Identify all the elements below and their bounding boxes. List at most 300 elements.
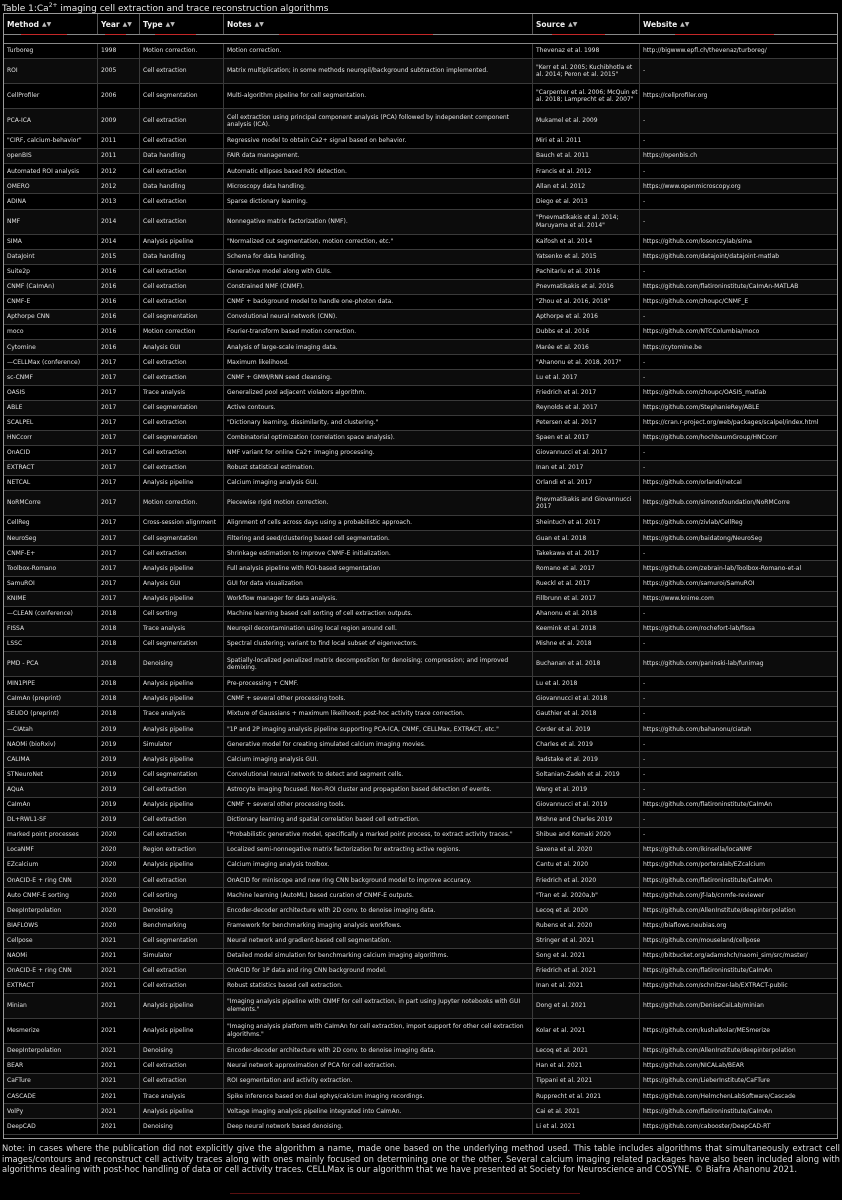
cell-source: Guan et al. 2018 [533, 531, 640, 545]
cell-notes: Calcium imaging analysis GUI. [224, 476, 533, 490]
cell-source: Yatsenko et al. 2015 [533, 250, 640, 264]
cell-year: 2018 [98, 622, 140, 636]
cell-year: 2019 [98, 752, 140, 766]
cell-method: Toolbox-Romano [4, 561, 98, 575]
cell-year: 2016 [98, 310, 140, 324]
cell-notes: Maximum likelihood. [224, 355, 533, 369]
table-row [4, 677, 837, 692]
cell-website[interactable]: https://github.com/porteralab/EZcalcium [643, 861, 765, 869]
cell-website[interactable]: https://github.com/datajoint/datajoint-matlab [643, 252, 780, 260]
cell-website[interactable]: https://github.com/flatironinstitute/CaImAn [643, 801, 772, 809]
cell-type: Cross-session alignment [140, 516, 224, 530]
cell-notes: Robust statistics based cell extraction. [224, 979, 533, 993]
cell-method: HNCcorr [4, 431, 98, 445]
cell-website[interactable]: http://bigwww.epfl.ch/thevenaz/turboreg/ [643, 47, 767, 55]
table-header [4, 14, 837, 34]
cell-type: Motion correction [140, 325, 224, 339]
sort-icon[interactable]: ▲▼ [165, 20, 175, 28]
cell-website[interactable]: https://github.com/mouseland/cellpose [643, 936, 761, 944]
column-header-method[interactable]: Method ▲▼ [4, 14, 98, 34]
table-row [4, 783, 837, 798]
cell-website[interactable]: https://github.com/DeniseCaiLab/minian [643, 1002, 764, 1010]
cell-source: Takekawa et al. 2017 [533, 546, 640, 560]
cell-website[interactable]: https://github.com/NICALab/BEAR [643, 1062, 745, 1070]
cell-type: Cell extraction [140, 416, 224, 430]
sort-icon[interactable]: ▲▼ [680, 20, 690, 28]
cell-notes: Framework for benchmarking imaging analysis workflows. [224, 919, 533, 933]
cell-source: Corder et al. 2019 [533, 722, 640, 736]
cell-type: Denoising [140, 1119, 224, 1133]
cell-notes: Nonnegative matrix factorization (NMF). [224, 210, 533, 234]
cell-website[interactable]: https://github.com/zivlab/CellReg [643, 519, 743, 527]
table-row [4, 370, 837, 385]
cell-source: Orlandi et al. 2017 [533, 476, 640, 490]
cell-notes: Spectral clustering; variant to find local subset of eigenvectors. [224, 637, 533, 651]
table-row [4, 461, 837, 476]
cell-source: Pnevmatikakis et al. 2016 [533, 280, 640, 294]
cell-year: 2019 [98, 798, 140, 812]
cell-type: Cell extraction [140, 194, 224, 208]
cell-website[interactable]: https://github.com/zhoupc/OASIS_matlab [643, 388, 767, 396]
cell-year: 2018 [98, 692, 140, 706]
cell-type: Analysis GUI [140, 340, 224, 354]
cell-notes: Encoder-decoder architecture with 2D conv. to denoise imaging data. [224, 1044, 533, 1058]
cell-source: Thevenaz et al. 1998 [533, 44, 640, 58]
cell-website[interactable]: https://github.com/jf-lab/cnmfe-reviewer [643, 891, 765, 899]
cell-source: Fillbrunn et al. 2017 [533, 592, 640, 606]
cell-type: Cell extraction [140, 813, 224, 827]
cell-source: Giovannucci et al. 2017 [533, 446, 640, 460]
sort-icon[interactable]: ▲▼ [42, 20, 52, 28]
cell-source: Miri et al. 2011 [533, 134, 640, 148]
cell-method: OMERO [4, 179, 98, 193]
cell-year: 2016 [98, 295, 140, 309]
cell-type: Analysis pipeline [140, 235, 224, 249]
cell-website[interactable]: https://github.com/rochefort-lab/fissa [643, 625, 755, 633]
cell-notes: Encoder-decoder architecture with 2D conv. to denoise imaging data. [224, 903, 533, 917]
table-row [4, 979, 837, 994]
cell-type: Cell extraction [140, 355, 224, 369]
cell-website: - [643, 785, 646, 793]
cell-year: 2020 [98, 873, 140, 887]
cell-year: 1998 [98, 44, 140, 58]
cell-website: - [643, 137, 646, 145]
cell-notes: Cell extraction using principal component analysis (PCA) followed by independent component analysis (ICA). [224, 109, 533, 133]
cell-year: 2016 [98, 280, 140, 294]
table-row [4, 1019, 837, 1044]
cell-website[interactable]: https://github.com/paninski-lab/funimag [643, 660, 764, 668]
cell-method: BIAFLOWS [4, 919, 98, 933]
cell-website[interactable]: https://github.com/simonsfoundation/NoRMCorre [643, 499, 790, 507]
cell-year: 2017 [98, 476, 140, 490]
table-row [4, 59, 837, 84]
cell-notes: ROI segmentation and activity extraction. [224, 1074, 533, 1088]
cell-website[interactable]: https://github.com/AllenInstitute/deepinterpolation [643, 1047, 796, 1055]
cell-website[interactable]: https://github.com/orlandi/netcal [643, 479, 742, 487]
table-body [4, 44, 837, 1135]
table-row [4, 134, 837, 149]
table-row [4, 858, 837, 873]
cell-website[interactable]: https://biaflows.neubias.org [643, 921, 727, 929]
cell-notes: Shrinkage estimation to improve CNMF-E initialization. [224, 546, 533, 560]
column-header-type[interactable]: Type ▲▼ [140, 14, 224, 34]
cell-type: Analysis pipeline [140, 1104, 224, 1118]
cell-notes: Calcium imaging analysis GUI. [224, 752, 533, 766]
cell-source: Diego et al. 2013 [533, 194, 640, 208]
cell-type: Simulator [140, 949, 224, 963]
cell-website[interactable]: https://github.com/bahanonu/ciatah [643, 725, 752, 733]
bottom-divider [230, 1193, 580, 1194]
cell-source: Romano et al. 2017 [533, 561, 640, 575]
cell-website[interactable]: https://github.com/NTCColumbia/moco [643, 328, 760, 336]
cell-type: Cell extraction [140, 828, 224, 842]
cell-year: 2011 [98, 134, 140, 148]
cell-website[interactable]: https://github.com/cabooster/DeepCAD-RT [643, 1122, 771, 1130]
cell-type: Cell extraction [140, 109, 224, 133]
cell-source: Bauch et al. 2011 [533, 149, 640, 163]
cell-year: 2017 [98, 491, 140, 515]
cell-method: Mesmerize [4, 1019, 98, 1043]
cell-notes: Generative model for creating simulated calcium imaging movies. [224, 737, 533, 751]
table-row [4, 310, 837, 325]
table-row [4, 491, 837, 516]
cell-website[interactable]: https://github.com/samuroi/SamuROI [643, 579, 755, 587]
cell-notes: Sparse dictionary learning. [224, 194, 533, 208]
cell-source: Sheintuch et al. 2017 [533, 516, 640, 530]
column-header-year[interactable]: Year ▲▼ [98, 14, 140, 34]
column-header-notes[interactable]: Notes ▲▼ [224, 14, 533, 34]
cell-method: LocaNMF [4, 843, 98, 857]
cell-website: - [643, 449, 646, 457]
cell-source: Gauthier et al. 2018 [533, 707, 640, 721]
column-header-website[interactable]: Website ▲▼ [640, 14, 837, 34]
cell-notes: Constrained NMF (CNMF). [224, 280, 533, 294]
cell-method: PCA-ICA [4, 109, 98, 133]
cell-type: Cell segmentation [140, 431, 224, 445]
cell-notes: Active contours. [224, 401, 533, 415]
cell-year: 2020 [98, 843, 140, 857]
cell-source: Rupprecht et al. 2021 [533, 1089, 640, 1103]
cell-method: CALIMA [4, 752, 98, 766]
table-row [4, 652, 837, 677]
cell-year: 2012 [98, 179, 140, 193]
cell-website[interactable]: https://www.knime.com [643, 594, 714, 602]
cell-method: CNMF-E+ [4, 546, 98, 560]
cell-notes: Robust statistical estimation. [224, 461, 533, 475]
cell-website: - [643, 117, 646, 125]
cell-notes: Workflow manager for data analysis. [224, 592, 533, 606]
cell-source: Tippani et al. 2021 [533, 1074, 640, 1088]
cell-method: OnACID-E + ring CNN [4, 873, 98, 887]
cell-year: 2018 [98, 677, 140, 691]
cell-type: Region extraction [140, 843, 224, 857]
cell-year: 2017 [98, 401, 140, 415]
cell-year: 2017 [98, 416, 140, 430]
cell-method: Cytomine [4, 340, 98, 354]
cell-website[interactable]: https://openbis.ch [643, 152, 698, 160]
cell-notes: Full analysis pipeline with ROI-based segmentation [224, 561, 533, 575]
cell-website[interactable]: https://github.com/zhoupc/CNMF_E [643, 298, 749, 306]
cell-source: Kaifosh et al. 2014 [533, 235, 640, 249]
cell-website[interactable]: https://github.com/LieberInstitute/CaFTure [643, 1077, 770, 1085]
table-row [4, 888, 837, 903]
cell-type: Analysis pipeline [140, 677, 224, 691]
cell-type: Denoising [140, 1044, 224, 1058]
cell-method: moco [4, 325, 98, 339]
cell-type: Cell extraction [140, 134, 224, 148]
cell-type: Analysis pipeline [140, 561, 224, 575]
cell-method: Minian [4, 994, 98, 1018]
cell-notes: Schema for data handling. [224, 250, 533, 264]
cell-type: Trace analysis [140, 386, 224, 400]
cell-website: - [643, 695, 646, 703]
cell-source: Rubens et al. 2020 [533, 919, 640, 933]
table-row [4, 265, 837, 280]
cell-year: 2015 [98, 250, 140, 264]
cell-method: ROI [4, 59, 98, 83]
cell-year: 2013 [98, 194, 140, 208]
table-row [4, 446, 837, 461]
sort-icon[interactable]: ▲▼ [568, 20, 578, 28]
cell-year: 2017 [98, 370, 140, 384]
cell-notes: Convolutional neural network to detect and segment cells. [224, 768, 533, 782]
cell-notes: Astrocyte imaging focused. Non-ROI cluster and propagation based detection of events. [224, 783, 533, 797]
cell-source: Rueckl et al. 2017 [533, 577, 640, 591]
cell-source: Shibue and Komaki 2020 [533, 828, 640, 842]
cell-source: Lu et al. 2017 [533, 370, 640, 384]
table-row [4, 828, 837, 843]
cell-website: - [643, 167, 646, 175]
cell-type: Cell extraction [140, 210, 224, 234]
cell-source: Francis et al. 2012 [533, 164, 640, 178]
cell-notes: Generalized pool adjacent violators algorithm. [224, 386, 533, 400]
cell-year: 2016 [98, 340, 140, 354]
cell-website[interactable]: https://github.com/baidatong/NeuroSeg [643, 534, 763, 542]
cell-source: Han et al. 2021 [533, 1059, 640, 1073]
cell-website[interactable]: https://cytomine.be [643, 343, 702, 351]
cell-type: Cell extraction [140, 964, 224, 978]
cell-website[interactable]: https://cran.r-project.org/web/packages/scalpel/index.html [643, 418, 819, 426]
cell-notes: Neural network approximation of PCA for cell extraction. [224, 1059, 533, 1073]
cell-method: DeepCAD [4, 1119, 98, 1133]
cell-source: Dubbs et al. 2016 [533, 325, 640, 339]
cell-source: Spaen et al. 2017 [533, 431, 640, 445]
cell-type: Cell extraction [140, 370, 224, 384]
table-row [4, 84, 837, 109]
cell-source: Allan et al. 2012 [533, 179, 640, 193]
cell-method: "CIRF, calcium-behavior" [4, 134, 98, 148]
table-row [4, 561, 837, 576]
cell-type: Data handling [140, 149, 224, 163]
cell-year: 2017 [98, 531, 140, 545]
cell-website[interactable]: https://github.com/flatironinstitute/CaImAn [643, 967, 772, 975]
cell-website[interactable]: https://github.com/hochbaumGroup/HNCcorr [643, 434, 778, 442]
table-row [4, 692, 837, 707]
cell-website[interactable]: https://github.com/losonczylab/sima [643, 237, 752, 245]
table-row [4, 607, 837, 622]
column-header-source[interactable]: Source ▲▼ [533, 14, 640, 34]
table-row [4, 919, 837, 934]
cell-type: Benchmarking [140, 919, 224, 933]
cell-source: Giovannucci et al. 2018 [533, 692, 640, 706]
table-row [4, 1074, 837, 1089]
cell-method: CNMF (CaImAn) [4, 280, 98, 294]
cell-notes: CNMF + GMM/RNN seed cleansing. [224, 370, 533, 384]
cell-type: Analysis pipeline [140, 752, 224, 766]
cell-year: 2017 [98, 516, 140, 530]
cell-method: OASIS [4, 386, 98, 400]
cell-notes: Regressive model to obtain Ca2+ signal based on behavior. [224, 134, 533, 148]
table-row [4, 722, 837, 737]
cell-year: 2017 [98, 546, 140, 560]
table-row [4, 1059, 837, 1074]
cell-year: 2016 [98, 265, 140, 279]
cell-type: Analysis pipeline [140, 692, 224, 706]
cell-type: Cell extraction [140, 461, 224, 475]
cell-type: Trace analysis [140, 1089, 224, 1103]
table-row [4, 355, 837, 370]
cell-notes: Calcium imaging analysis toolbox. [224, 858, 533, 872]
cell-type: Trace analysis [140, 707, 224, 721]
cell-method: OnACID [4, 446, 98, 460]
cell-source: Friedrich et al. 2017 [533, 386, 640, 400]
table-row [4, 416, 837, 431]
cell-website: - [643, 67, 646, 75]
table-row [4, 1104, 837, 1119]
cell-type: Analysis pipeline [140, 722, 224, 736]
cell-method: NoRMCorre [4, 491, 98, 515]
cell-website[interactable]: https://github.com/flatironinstitute/CaImAn [643, 1107, 772, 1115]
cell-type: Cell extraction [140, 295, 224, 309]
cell-type: Cell segmentation [140, 310, 224, 324]
cell-notes: Matrix multiplication; in some methods neuropil/background subtraction implemented. [224, 59, 533, 83]
cell-method: Suite2p [4, 265, 98, 279]
table-row [4, 637, 837, 652]
cell-website[interactable]: https://github.com/kushalkolar/MESmerize [643, 1027, 770, 1035]
cell-type: Analysis pipeline [140, 798, 224, 812]
cell-website[interactable]: https://github.com/zebrain-lab/Toolbox-Romano-et-al [643, 564, 802, 572]
table-row [4, 149, 837, 164]
cell-year: 2021 [98, 964, 140, 978]
cell-method: NeuroSeg [4, 531, 98, 545]
cell-year: 2017 [98, 592, 140, 606]
sort-icon[interactable]: ▲▼ [122, 20, 132, 28]
cell-type: Cell extraction [140, 873, 224, 887]
cell-source: Lecoq et al. 2021 [533, 1044, 640, 1058]
table-caption: Table $1:Ca^{2+}$ imaging cell extraction and trace reconstruction algorithms [2, 2, 329, 14]
cell-website: - [643, 770, 646, 778]
cell-type: Trace analysis [140, 622, 224, 636]
table-row [4, 592, 837, 607]
cell-type: Motion correction. [140, 44, 224, 58]
cell-method: EZcalcium [4, 858, 98, 872]
cell-source: Ahanonu et al. 2018 [533, 607, 640, 621]
cell-notes: Mixture of Gaussians + maximum likelihood; post-hoc activity trace correction. [224, 707, 533, 721]
cell-method: Turboreg [4, 44, 98, 58]
cell-method: CaImAn [4, 798, 98, 812]
cell-notes: Machine learning (AutoML) based curation of CNMF-E outputs. [224, 888, 533, 902]
cell-source: Mishne et al. 2018 [533, 637, 640, 651]
cell-method: EXTRACT [4, 979, 98, 993]
cell-website[interactable]: https://github.com/AllenInstitute/deepinterpolation [643, 906, 796, 914]
cell-website[interactable]: https://bitbucket.org/adamshch/naomi_sim/src/master/ [643, 951, 808, 959]
cell-website: - [643, 755, 646, 763]
cell-source: Apthorpe et al. 2016 [533, 310, 640, 324]
cell-year: 2021 [98, 994, 140, 1018]
cell-year: 2019 [98, 722, 140, 736]
table-row [4, 798, 837, 813]
cell-year: 2019 [98, 783, 140, 797]
cell-year: 2017 [98, 561, 140, 575]
cell-website[interactable]: https://github.com/StephanieRey/ABLE [643, 403, 760, 411]
table-note: Note: in cases where the publication did not explicitly give the algorithm a name, made one based on the underlying method used. This table includes algorithms that simultaneously extract cell images/contours and reconstruct cell activity traces along with ones mainly focused on determining one or the other. Several calcium imaging related packages have also been included along with algorithms dealing with post-hoc handling of data or cell activity traces. CELLMax is our algorithm that we have presented at Society for Neuroscience and COSYNE. © Biafra Ahanonu 2021. [2, 1143, 840, 1174]
cell-method: NAOMi (bioRxiv) [4, 737, 98, 751]
cell-website[interactable]: https://github.com/flatironinstitute/CaImAn-MATLAB [643, 283, 799, 291]
cell-website[interactable]: https://github.com/ikinsella/locaNMF [643, 846, 753, 854]
cell-notes: Generative model along with GUIs. [224, 265, 533, 279]
table-row [4, 531, 837, 546]
cell-notes: CNMF + several other processing tools. [224, 798, 533, 812]
cell-source: Wang et al. 2019 [533, 783, 640, 797]
cell-year: 2009 [98, 109, 140, 133]
cell-website: - [643, 816, 646, 824]
cell-method: Cellpose [4, 934, 98, 948]
cell-notes: OnACID for miniscope and new ring CNN background model to improve accuracy. [224, 873, 533, 887]
cell-notes: "1P and 2P imaging analysis pipeline supporting PCA-ICA, CNMF, CELLMax, EXTRACT, etc." [224, 722, 533, 736]
cell-year: 2018 [98, 637, 140, 651]
cell-website: - [643, 313, 646, 321]
table-row [4, 179, 837, 194]
cell-year: 2014 [98, 235, 140, 249]
cell-type: Analysis pipeline [140, 592, 224, 606]
cell-method: sc-CNMF [4, 370, 98, 384]
cell-type: Data handling [140, 250, 224, 264]
table-row [4, 813, 837, 828]
table-row [4, 401, 837, 416]
table-row [4, 577, 837, 592]
cell-source: Keemink et al. 2018 [533, 622, 640, 636]
cell-type: Cell extraction [140, 1059, 224, 1073]
cell-website[interactable]: https://github.com/schnitzer-lab/EXTRACT-public [643, 982, 788, 990]
cell-type: Data handling [140, 179, 224, 193]
sort-icon[interactable]: ▲▼ [254, 20, 264, 28]
table-row [4, 164, 837, 179]
cell-website[interactable]: https://www.openmicroscopy.org [643, 182, 741, 190]
cell-notes: "Dictionary learning, dissimilarity, and clustering." [224, 416, 533, 430]
cell-method: Auto CNMF-E sorting [4, 888, 98, 902]
cell-type: Analysis GUI [140, 577, 224, 591]
cell-website[interactable]: https://cellprofiler.org [643, 92, 708, 100]
cell-source: Friedrich et al. 2020 [533, 873, 640, 887]
table-row [4, 752, 837, 767]
cell-method: openBIS [4, 149, 98, 163]
cell-source: Friedrich et al. 2021 [533, 964, 640, 978]
cell-source: "Zhou et al. 2016, 2018" [533, 295, 640, 309]
table-row [4, 44, 837, 59]
cell-type: Cell extraction [140, 164, 224, 178]
cell-website[interactable]: https://github.com/flatironinstitute/CaImAn [643, 876, 772, 884]
cell-notes: Microscopy data handling. [224, 179, 533, 193]
cell-source: "Carpenter et al. 2006; McQuin et al. 2018; Lamprecht et al. 2007" [533, 84, 640, 108]
cell-year: 2019 [98, 813, 140, 827]
cell-notes: Voltage imaging analysis pipeline integrated into CaImAn. [224, 1104, 533, 1118]
cell-website[interactable]: https://github.com/HelmchenLabSoftware/Cascade [643, 1092, 796, 1100]
cell-notes: FAIR data management. [224, 149, 533, 163]
cell-website: - [643, 268, 646, 276]
cell-method: STNeuroNet [4, 768, 98, 782]
table-row [4, 707, 837, 722]
cell-type: Cell extraction [140, 979, 224, 993]
